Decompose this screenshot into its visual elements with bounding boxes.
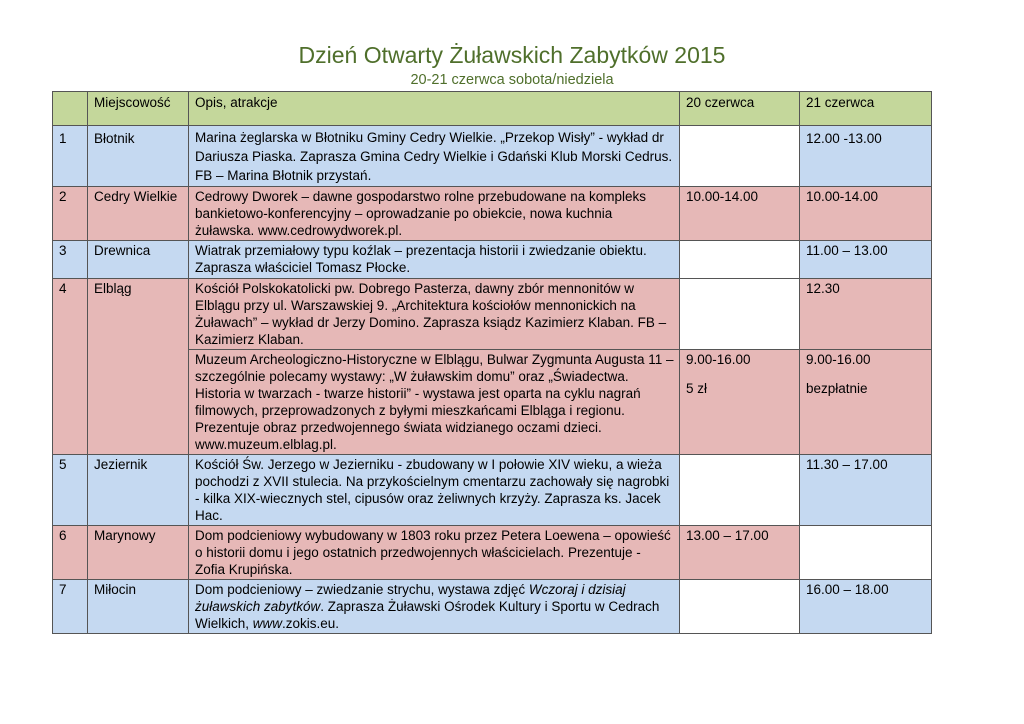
row-number: 1 — [53, 126, 88, 187]
table-row — [53, 187, 932, 241]
row-day1 — [680, 580, 800, 634]
desc-text: . Zaprasza Żuławski Ośrodek Kultury i Sportu w Cedrach Wielkich, — [195, 599, 660, 631]
table-row — [53, 126, 932, 187]
desc-text: Dom podcieniowy – zwiedzanie strychu, wystawa zdjęć — [195, 582, 529, 597]
row-day2: 12.30 — [800, 279, 932, 350]
row-number: 3 — [53, 241, 88, 279]
row-day1 — [680, 279, 800, 350]
row-place: Błotnik — [88, 126, 189, 187]
row-place: Elbląg — [88, 279, 189, 455]
row-description: Kościół Św. Jerzego w Jezierniku - zbudowany w I połowie XIV wieku, a wieża pochodzi z XVII stulecia. Na przykościelnym cmentarzu zachowały się nagrobki - kilka XIX-wiecznych stel, cipusów oraz żeliwnych krzyży. Zaprasza ks. Jacek Hac. — [189, 455, 680, 526]
row-description: Kościół Polskokatolicki pw. Dobrego Pasterza, dawny zbór mennonitów w Elblągu przy ul. Warszawskiej 9. „Architektura kościołów mennonickich na Żuławach” – wykład dr Jerzy Domino. Zaprasza ksiądz Kazimierz Klaban. FB – Kazimierz Klaban. — [189, 279, 680, 350]
row-description: Wiatrak przemiałowy typu koźlak – prezentacja historii i zwiedzanie obiektu. Zaprasza właściciel Tomasz Płocke. — [189, 241, 680, 279]
row-place: Miłocin — [88, 580, 189, 634]
desc-text: .zokis.eu. — [282, 616, 340, 631]
row-number: 4 — [53, 279, 88, 455]
row-day1 — [680, 350, 800, 455]
row-day1-price: 5 zł — [686, 381, 708, 396]
table-header-row — [53, 92, 932, 126]
row-number: 2 — [53, 187, 88, 241]
row-place: Drewnica — [88, 241, 189, 279]
row-number: 7 — [53, 580, 88, 634]
row-description: Dom podcieniowy wybudowany w 1803 roku przez Petera Loewena – opowieść o historii domu i jego ostatnich przedwojennych właścicielach. Prezentuje - Zofia Krupińska. — [189, 526, 680, 580]
table-row — [53, 455, 932, 526]
row-day1: 13.00 – 17.00 — [680, 526, 800, 580]
desc-italic-www: www — [252, 616, 283, 631]
row-description — [189, 580, 680, 634]
row-day1 — [680, 241, 800, 279]
row-day2 — [800, 526, 932, 580]
row-number: 6 — [53, 526, 88, 580]
row-day2: 11.00 – 13.00 — [800, 241, 932, 279]
row-day1 — [680, 455, 800, 526]
row-day1-hours: 9.00-16.00 — [686, 352, 751, 367]
page-subtitle: 20-21 czerwca sobota/niedziela — [410, 72, 614, 88]
row-day1 — [680, 126, 800, 187]
row-day2: 10.00-14.00 — [800, 187, 932, 241]
row-place: Jeziernik — [88, 455, 189, 526]
row-day2: 12.00 -13.00 — [800, 126, 932, 187]
header-day2: 21 czerwca — [800, 92, 932, 126]
row-day2: 11.30 – 17.00 — [800, 455, 932, 526]
header-place: Miejscowość — [88, 92, 189, 126]
row-description: Marina żeglarska w Błotniku Gminy Cedry Wielkie. „Przekop Wisły” - wykład dr Dariusza Piaska. Zaprasza Gmina Cedry Wielkie i Gdański Klub Morski Cedrus. FB – Marina Błotnik przystań. — [189, 126, 680, 187]
row-day2-price: bezpłatnie — [806, 381, 868, 396]
desc-italic-title: Wczoraj i dzisiaj żuławskich zabytków — [195, 582, 626, 614]
row-place: Marynowy — [88, 526, 189, 580]
row-day2-hours: 9.00-16.00 — [806, 352, 871, 367]
row-place: Cedry Wielkie — [88, 187, 189, 241]
events-table — [52, 91, 932, 634]
table-row — [53, 580, 932, 634]
table-row — [53, 279, 932, 350]
row-day2 — [800, 350, 932, 455]
table-row — [53, 526, 932, 580]
row-day1: 10.00-14.00 — [680, 187, 800, 241]
row-number: 5 — [53, 455, 88, 526]
page-title: Dzień Otwarty Żuławskich Zabytków 2015 — [298, 42, 726, 68]
table-row — [53, 241, 932, 279]
header-day1: 20 czerwca — [680, 92, 800, 126]
row-description: Cedrowy Dworek – dawne gospodarstwo rolne przebudowane na kompleks bankietowo-konferencyjny – oprowadzanie po obiekcie, nowa kuchnia żuławska. www.cedrowydworek.pl. — [189, 187, 680, 241]
header-desc: Opis, atrakcje — [189, 92, 680, 126]
row-day2: 16.00 – 18.00 — [800, 580, 932, 634]
row-description: Muzeum Archeologiczno-Historyczne w Elblągu, Bulwar Zygmunta Augusta 11 – szczególnie polecamy wystawy: „W żuławskim domu” oraz „Świadectwa. Historia w twarzach - twarze historii” - wystawa jest oparta na cyklu nagrań filmowych, przeprowadzonych z byłymi mieszkańcami Elbląga i regionu. Prezentuje obraz przedwojennego świata widzianego oczami dzieci. www.muzeum.elblag.pl. — [189, 350, 680, 455]
header-num — [53, 92, 88, 126]
